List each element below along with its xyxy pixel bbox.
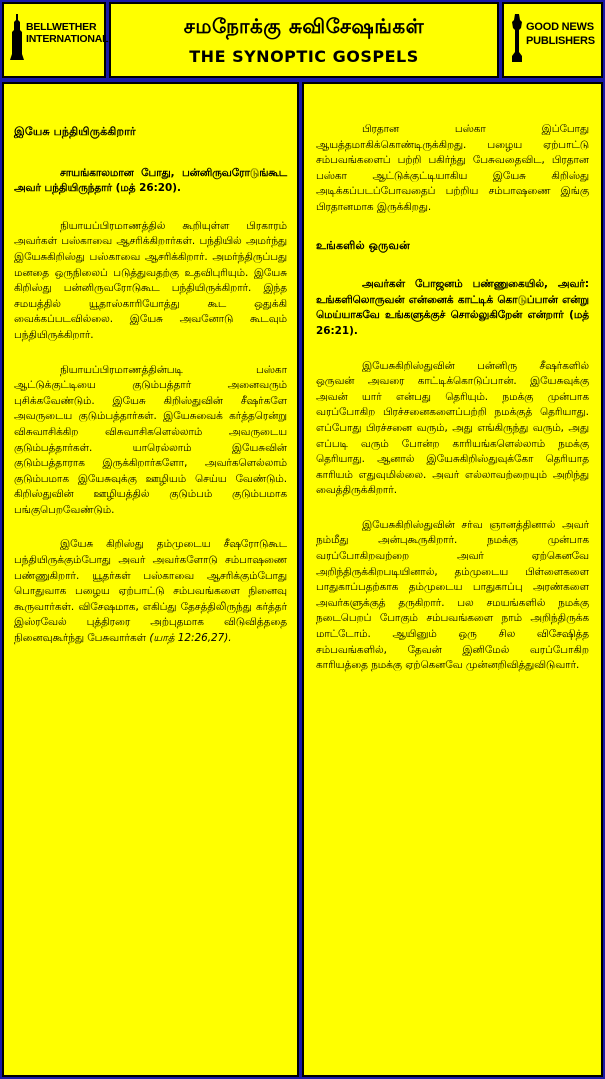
torch-icon	[510, 14, 524, 62]
title-box	[109, 2, 499, 78]
good-news-logo	[502, 2, 603, 78]
paragraph-3	[14, 537, 287, 646]
paragraph-4: இயேசுகிறிஸ்துவின் பன்னிரு சீஷர்களில் ஒருவன் அவரை காட்டிக்கொடுப்பான். இயேசுவுக்கு அவன் யார் என்பது தெரியும். நமக்கு முன்பாக வரப்போகிற பிரச்சனைகளைப்பற்றி நமக்குத் தெரியாது. எப்போது பிரச்சனை வரும், அது எங்கிருந்து வரும், அது எப்படி வரும் போன்ற காரியங்களெல்லாம் நமக்கு தெரியாது. ஆனால் இயேசுகிறிஸ்துவுக்கோ தெரியாத காரியம் எதுவுமில்லை. அவர் எல்லாவற்றையும் அறிந்து வைத்திருக்கிறார்.	[316, 359, 589, 497]
paragraph-3-text: இயேசு கிறிஸ்து தம்முடைய சீஷரோடுகூட பந்தியிருக்கும்போது அவர் அவர்களோடு சம்பாஷணை பண்ணுகிறார். யூதர்கள் பஸ்காவை ஆசரிக்கும்போது பொதுவாக பழைய ஏற்பாட்டு சம்பவங்களை நினைவு கூருவார்கள். விசேஷமாக, எகிப்து தேசத்திலிருந்து கர்த்தர் இஸ்ரவேல் புத்திரரை அற்புதமாக விடுவித்ததை நினைவுகூர்ந்து பேசுவார்கள்	[14, 538, 287, 645]
paragraph-0: பிரதான பஸ்கா இப்போது ஆயத்தமாகிக்கொண்டிருக்கிறது. பழைய ஏற்பாட்டு சம்பவங்களைப் பற்றி பகிர்ந்து பேசுவதைவிட, பிரதான பஸ்கா ஆட்டுக்குட்டியாகிய இயேசு கிறிஸ்து அடிக்கப்படப்போவதைப் பற்றிய சம்பாஷணை இங்கு பிரதானமாக இருக்கிறது.	[316, 123, 589, 213]
header-banner	[2, 2, 603, 78]
scripture-lead-mt-26-21: அவர்கள் போஜனம் பண்ணுகையில், அவர்: உங்களிலொருவன் என்னைக் காட்டிக் கொடுப்பான் என்று மெய்யாகவே உங்களுக்குச் சொல்லுகிறேன் என்றார் (மத் 26:21).	[316, 278, 589, 337]
section-heading-one-of-you: உங்களில் ஒருவன்	[316, 238, 410, 252]
scripture-reference: (யாத் 12:26,27).	[149, 632, 232, 645]
section-heading-jesus-at-table: இயேசு பந்தியிருக்கிறார்	[14, 125, 136, 138]
title-tamil: சமநோக்கு சுவிசேஷங்கள்	[183, 14, 425, 38]
title-english: THE SYNOPTIC GOSPELS	[189, 47, 419, 66]
paragraph-5: இயேசுகிறிஸ்துவின் சர்வ ஞானத்தினால் அவர் நம்மீது அன்புகூருகிறார். நமக்கு முன்பாக வரப்போகிறவற்றை அவர் ஏற்கெனவே அறிந்திருக்கிறபடியினால், தம்முடைய பிள்ளைகளை பாதுகாப்பதற்காக தம்முடைய பாதுகாப்பு அரண்களை அவர்களுக்குத் தருகிறார். பல சமயங்களில் நமக்கு நடைபெறப் போகும் சம்பவங்களை நாம் அறிந்திருக்க மாட்டோம். ஆயினும் ஒரு சில விசேஷித்த சம்பவங்களில், தேவன் இனிமேல் வரப்போகிற காரியத்தை நமக்கு ஏற்கெனவே முன்னறிவித்துவிடுவார்.	[316, 518, 589, 672]
paragraph-2: நியாயப்பிரமாணத்தின்படி பஸ்கா ஆட்டுக்குட்டியை குடும்பத்தார் அனைவரும் புசிக்கவேண்டும். இயேசு கிறிஸ்துவின் சீஷர்களே அவருடைய குடும்பத்தார்கள். இயேசுவைக் கர்த்தரென்று விசுவாசிக்கிற விசுவாசிகளெல்லாம் அவருடைய குடும்பத்தார்கள். யாரெல்லாம் இயேசுவின் குடும்பத்தாராக இருக்கிறார்களோ, அவர்களெல்லாம் குடும்பமாக இயேசுவுக்கு ஊழியம் செய்ய வேண்டும். கிறிஸ்துவின் ஊழியத்தில் குடும்பம் குடும்பமாக பங்குபெறவேண்டும்.	[14, 363, 287, 516]
left-column	[14, 84, 287, 1075]
bell-tower-icon	[10, 14, 24, 60]
left-column-panel	[2, 82, 299, 1077]
right-column-panel	[302, 82, 603, 1077]
paragraph-1: நியாயப்பிரமாணத்தில் கூறியுள்ள பிரகாரம் அவர்கள் பஸ்காவை ஆசரிக்கிறார்கள். பந்தியில் அமர்ந்து இயேசுகிறிஸ்து பஸ்காவை ஆசரிக்கிறார். அமர்ந்திருப்பது மனதை ஒருநிலைப் படுத்துவதற்கு உதவிபுரியும். இயேசு கிறிஸ்து பன்னிருவரோடுகூட பந்தியிருக்கிறார். இந்த சமயத்தில் யூதாஸ்காரியோத்து கூட ஒதுக்கி வைக்கப்படவில்லை. இயேசு அவனோடு கூடவும் பந்தியிருக்கிறார்.	[14, 219, 287, 341]
right-column	[316, 84, 589, 1075]
right-logo-text: GOOD NEWS PUBLISHERS	[526, 21, 595, 47]
scripture-lead-mt-26-20: சாயங்காலமான போது, பன்னிருவரோடுங்கூட அவர் பந்தியிருந்தார் (மத் 26:20).	[14, 166, 287, 195]
left-logo-text: BELLWETHER INTERNATIONAL	[26, 21, 109, 45]
bellwether-logo	[2, 2, 109, 78]
